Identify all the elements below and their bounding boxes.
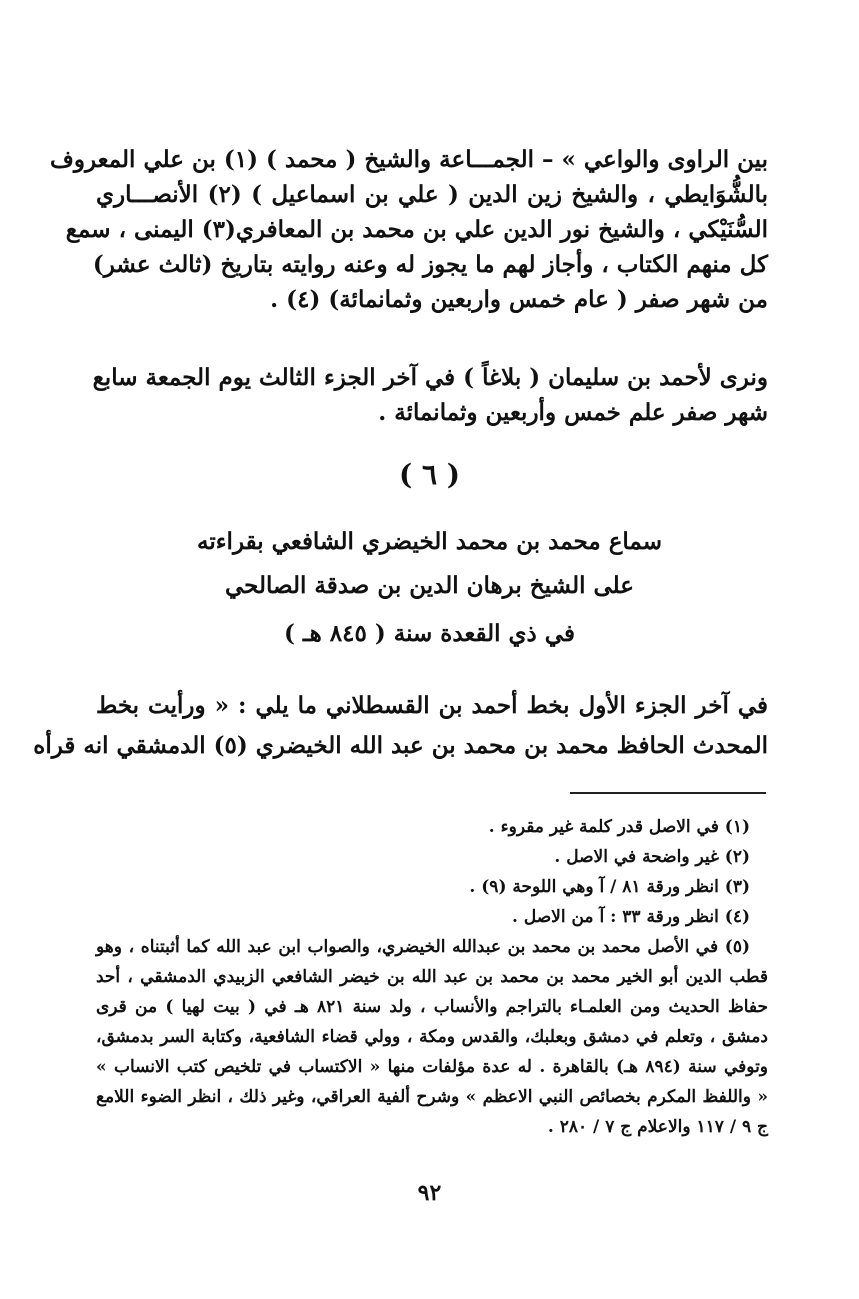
paragraph-2-line: ونرى لأحمد بن سليمان ( بلاغاً ) في آخر الجزء الثالث يوم الجمعة سابع xyxy=(92,364,768,391)
paragraph-1-line: كل منهم الكتاب ، وأجاز لهم ما يجوز له وعنه روايته بتاريخ (ثالث عشر) xyxy=(92,251,768,278)
footnotes xyxy=(96,812,768,1142)
paragraph-3-line: في آخر الجزء الأول بخط أحمد بن القسطلاني ما يلي : « ورأيت بخط xyxy=(96,692,768,719)
paragraph-1-line: بين الراوى والواعي » – الجمـــاعة والشيخ ( محمد ) (١) بن علي المعروف xyxy=(50,146,768,173)
footnote-5-line: قطب الدين أبو الخير محمد بن محمد بن عبد الله بن خيضر الشافعي الزبيدي الدمشقي ، أحد xyxy=(96,967,768,987)
footnote-5-line: حفاظ الحديث ومن العلمـاء بالتراجم والأنساب ، ولد سنة ٨٢١ هـ في ( بيت لهيا ) من قرى xyxy=(96,997,768,1017)
paragraph-1-line: بالشُّوَايطي ، والشيخ زين الدين ( علي بن اسماعيل ) (٢) الأنصـــاري xyxy=(96,181,768,208)
paragraph-1-line: السُّنَيْكي ، والشيخ نور الدين علي بن محمد بن المعافري(٣) اليمنى ، سمع xyxy=(65,216,768,243)
paragraph-2 xyxy=(92,360,768,430)
footnote-4: (٤) انظر ورقة ٣٣ : آ من الاصل . xyxy=(512,907,750,927)
paragraph-1 xyxy=(50,142,768,317)
paragraph-3-line: المحدث الحافظ محمد بن محمد بن عبد الله الخيضري (٥) الدمشقي انه قرأه xyxy=(33,732,768,759)
footnote-5-line: « واللفظ المكرم بخصائص النبي الاعظم » وشرح ألفية العراقي، وغير ذلك ، انظر الضوء اللامع xyxy=(96,1087,768,1107)
footnote-5-line: وتوفي سنة (٨٩٤ هـ) بالقاهرة . له عدة مؤلفات منها « الاكتساب في تلخيص كتب الانساب » xyxy=(96,1057,769,1077)
footnote-3: (٣) انظر ورقة ٨١ / آ وهي اللوحة (٩) . xyxy=(469,877,750,897)
section-number: ( ٦ ) xyxy=(398,458,461,491)
section-heading-line-3: في ذي القعدة سنة ( ٨٤٥ هـ ) xyxy=(284,620,575,647)
section-heading-line-2: على الشيخ برهان الدين بن صدقة الصالحي xyxy=(225,572,634,599)
footnote-5-line: (٥) في الأصل محمد بن محمد بن عبدالله الخيضري، والصواب ابن عبد الله كما أثبتناه ، وهو xyxy=(96,937,750,957)
paragraph-3 xyxy=(33,686,768,766)
paragraph-2-line: شهر صفر علم خمس وأربعين وثمانمائة . xyxy=(378,399,768,426)
page-number: ٩٢ xyxy=(417,1180,442,1206)
footnote-1: (١) في الاصل قدر كلمة غير مقروء . xyxy=(488,817,750,837)
footnote-divider xyxy=(570,792,766,794)
footnote-5-line: ج ٩ / ١١٧ والاعلام ج ٧ / ٢٨٠ . xyxy=(547,1117,768,1137)
section-heading-line-1: سماع محمد بن محمد الخيضري الشافعي بقراءته xyxy=(197,528,662,555)
footnote-2: (٢) غير واضحة في الاصل . xyxy=(554,847,750,867)
footnote-5-line: دمشق ، وتعلم في دمشق وبعلبك، والقدس ومكة ، وولي قضاء الشافعية، وكتابة السر بدمشق، xyxy=(96,1027,768,1047)
paragraph-1-line: من شهر صفر ( عام خمس واربعين وثمانمائة) (٤) . xyxy=(270,286,768,313)
